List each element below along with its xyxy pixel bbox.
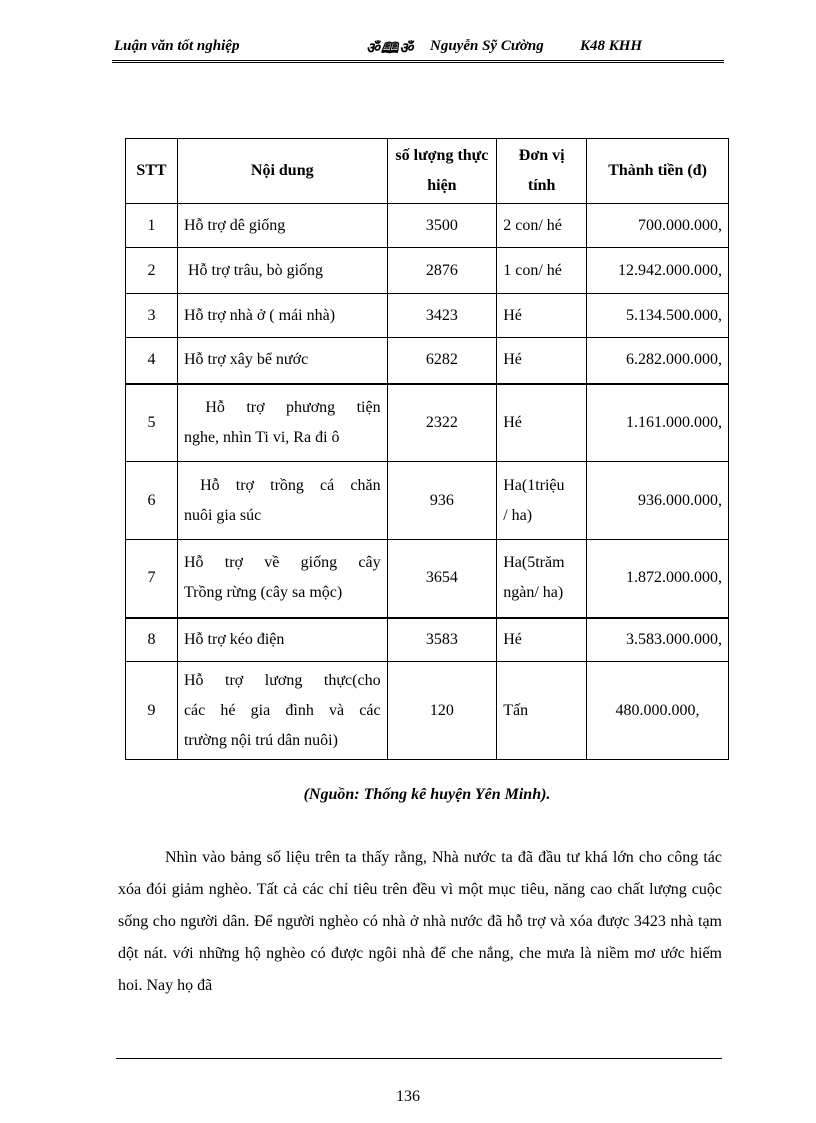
cell-stt: 6 — [126, 462, 178, 540]
cell-quantity: 3654 — [387, 540, 497, 618]
cell-stt: 5 — [126, 384, 178, 462]
cell-unit: Hé — [497, 294, 587, 338]
cell-stt: 8 — [126, 618, 178, 662]
cell-unit: Hé — [497, 338, 587, 384]
cell-quantity: 6282 — [387, 338, 497, 384]
content-line: nghe, nhìn Ti vi, Ra đi ô — [183, 428, 340, 446]
content-line: trường nội trú dân nuôi) — [183, 731, 338, 749]
cell-content — [177, 662, 387, 760]
table-row — [126, 204, 729, 248]
page-number: 136 — [396, 1088, 420, 1105]
content-line: Trồng rừng (cây sa mộc) — [183, 584, 343, 602]
header-content: Nội dung — [177, 139, 387, 204]
unit-line: Ha(1triệu — [503, 476, 565, 494]
cell-stt: 2 — [126, 248, 178, 294]
unit-line: Ha(5trăm — [503, 554, 565, 572]
unit-line: / ha) — [503, 506, 533, 524]
cell-content: Hỗ trợ dê giống — [177, 204, 387, 248]
cell-content: Hỗ trợ trâu, bò giống — [177, 248, 387, 294]
table-row — [126, 540, 729, 618]
body-paragraph: Nhìn vào bảng số liệu trên ta thấy rằng, Nhà nước ta đã đầu tư khá lớn cho công tác xóa đói giảm nghèo. Tất cả các chỉ tiêu trên đều vì một mục tiêu, năng cao chất lượng cuộc sống cho người dân. Để người nghèo có nhà ở nhà nước đã hỗ trợ và xóa được 3423 nhà tạm dột nát. với những hộ nghèo có được ngôi nhà để che nắng, che mưa là niềm mơ ước hiếm hoi. Nay họ đã — [118, 849, 722, 994]
header-quantity: số lượng thực hiện — [387, 139, 497, 204]
cell-stt: 1 — [126, 204, 178, 248]
cell-stt: 3 — [126, 294, 178, 338]
page-header — [112, 38, 724, 60]
cell-amount: 700.000.000, — [587, 204, 729, 248]
table-row — [126, 384, 729, 462]
cell-content — [177, 540, 387, 618]
cell-unit: 2 con/ hé — [497, 204, 587, 248]
table-source-caption: (Nguồn: Thống kê huyện Yên Minh). — [303, 786, 551, 803]
cell-amount: 6.282.000.000, — [587, 338, 729, 384]
content-line: nuôi gia súc — [183, 506, 262, 524]
cell-quantity: 3583 — [387, 618, 497, 662]
content-line: Hỗ trợ lương thực(cho — [183, 671, 381, 689]
cell-content — [177, 384, 387, 462]
cell-quantity: 2876 — [387, 248, 497, 294]
cell-content: Hỗ trợ kéo điện — [177, 618, 387, 662]
cell-content — [177, 462, 387, 540]
header-stt: STT — [126, 139, 178, 204]
table-row — [126, 662, 729, 760]
cell-unit: Tấn — [497, 662, 587, 760]
cell-stt: 4 — [126, 338, 178, 384]
cell-amount: 12.942.000.000, — [587, 248, 729, 294]
content-line: Hỗ trợ trồng cá chăn — [183, 476, 381, 494]
cell-unit — [497, 462, 587, 540]
support-table — [125, 138, 729, 760]
cell-quantity: 936 — [387, 462, 497, 540]
table-row — [126, 294, 729, 338]
content-line: các hé gia đình và các — [183, 701, 381, 719]
unit-line: ngàn/ ha) — [503, 584, 564, 602]
cell-amount: 5.134.500.000, — [587, 294, 729, 338]
table-header-row — [126, 139, 729, 204]
cell-amount: 480.000.000, — [587, 662, 729, 760]
cell-amount: 1.161.000.000, — [587, 384, 729, 462]
content-line: Hỗ trợ về giống cây — [183, 554, 381, 572]
cell-amount: 936.000.000, — [587, 462, 729, 540]
cell-stt: 7 — [126, 540, 178, 618]
header-amount: Thành tiền (đ) — [587, 139, 729, 204]
cell-unit: Hé — [497, 384, 587, 462]
cell-stt: 9 — [126, 662, 178, 760]
table-row — [126, 338, 729, 384]
cell-content: Hỗ trợ nhà ở ( mái nhà) — [177, 294, 387, 338]
header-author: Nguyễn Sỹ Cường — [430, 38, 544, 54]
table-row — [126, 248, 729, 294]
table-row — [126, 462, 729, 540]
cell-quantity: 120 — [387, 662, 497, 760]
cell-quantity: 3500 — [387, 204, 497, 248]
cell-unit: 1 con/ hé — [497, 248, 587, 294]
cell-amount: 3.583.000.000, — [587, 618, 729, 662]
header-divider — [112, 60, 724, 63]
cell-quantity: 2322 — [387, 384, 497, 462]
header-class: K48 KHH — [580, 38, 643, 54]
cell-unit — [497, 540, 587, 618]
footer-divider — [116, 1058, 722, 1059]
header-book-ornament-icon: ॐ🕮ॐ — [366, 41, 415, 57]
cell-quantity: 3423 — [387, 294, 497, 338]
cell-amount: 1.872.000.000, — [587, 540, 729, 618]
cell-unit: Hé — [497, 618, 587, 662]
header-thesis-title: Luận văn tốt nghiệp — [114, 38, 240, 54]
content-line: Hỗ trợ phương tiện — [183, 398, 381, 416]
cell-content: Hỗ trợ xây bể nước — [177, 338, 387, 384]
header-unit: Đơn vị tính — [497, 139, 587, 204]
table-row — [126, 618, 729, 662]
